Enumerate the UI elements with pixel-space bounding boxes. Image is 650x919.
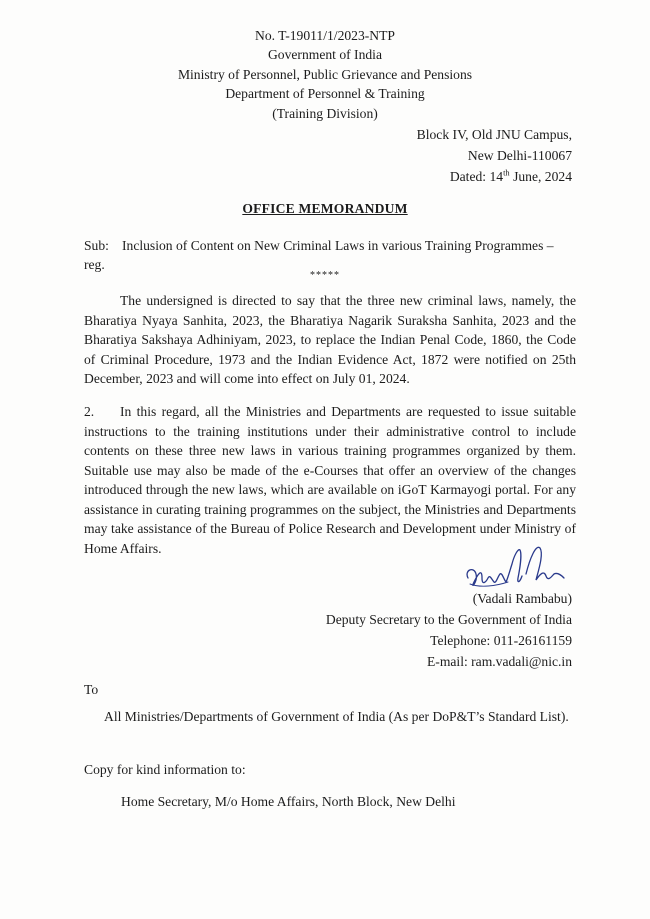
date-line xyxy=(417,166,572,187)
memorandum-title: OFFICE MEMORANDUM xyxy=(242,201,408,216)
subject-line xyxy=(84,236,576,274)
division-line: (Training Division) xyxy=(272,105,378,121)
date-prefix: Dated: 14 xyxy=(449,169,504,184)
department-line: Department of Personnel & Training xyxy=(225,86,425,102)
paragraph-1: The undersigned is directed to say that the three new criminal laws, namely, the Bharatiya Nyaya Sanhita, 2023, the Bharatiya Nagarik Suraksha Sanhita, 2023 and the Bharatiya Sakshaya Adhiniyam, 2023, to replace the Indian Penal Code, 1860, the Code of Criminal Procedure, 1973 and the Indian Evidence Act, 1872 were notified on 25th December, 2023 and will come into effect on July 01, 2024. xyxy=(84,293,576,386)
ministry-line: Ministry of Personnel, Public Grievance and Pensions xyxy=(177,66,473,82)
subject-label: Sub: xyxy=(84,238,109,253)
date-suffix: June, 2024 xyxy=(509,169,572,184)
signatory-telephone: Telephone: 011-26161159 xyxy=(430,633,572,648)
to-recipients: All Ministries/Departments of Government of India (As per DoP&T’s Standard List). xyxy=(104,709,569,724)
copy-recipient: Home Secretary, M/o Home Affairs, North Block, New Delhi xyxy=(121,794,456,809)
subject-text: Inclusion of Content on New Criminal Laws in various Training Programmes – reg. xyxy=(84,238,554,272)
paragraph-2-number: 2. xyxy=(84,404,95,419)
date-superscript: th xyxy=(503,167,510,178)
signatory-name: (Vadali Rambabu) xyxy=(472,591,572,606)
paragraph-2 xyxy=(84,402,576,558)
signatory-designation: Deputy Secretary to the Government of India xyxy=(325,612,572,627)
signatory-email: E-mail: ram.vadali@nic.in xyxy=(426,654,572,669)
paragraph-2-text: In this regard, all the Ministries and Departments are requested to issue suitable instructions to the training institutions under their administrative control to include contents on these three new laws in various training programmes organized by them. Suitable use may also be made of the e-Courses that offer an overview of the changes introduced through the new laws, which are available on iGoT Karmayogi portal. For any assistance in curating training programmes on the subject, the Ministries and Departments may take assistance of the Bureau of Police Research and Development under Ministry of Home Affairs. xyxy=(84,404,576,556)
address-line-1: Block IV, Old JNU Campus, xyxy=(416,127,572,142)
copy-label: Copy for kind information to: xyxy=(84,762,246,777)
reference-number: No. T-19011/1/2023-NTP xyxy=(255,28,395,43)
address-block xyxy=(417,124,572,187)
government-line: Government of India xyxy=(267,47,382,63)
address-line-2: New Delhi-110067 xyxy=(467,148,572,163)
separator-stars: ***** xyxy=(310,270,340,281)
signatory-block xyxy=(326,588,572,672)
letter-header xyxy=(0,26,650,123)
to-label: To xyxy=(84,682,99,697)
